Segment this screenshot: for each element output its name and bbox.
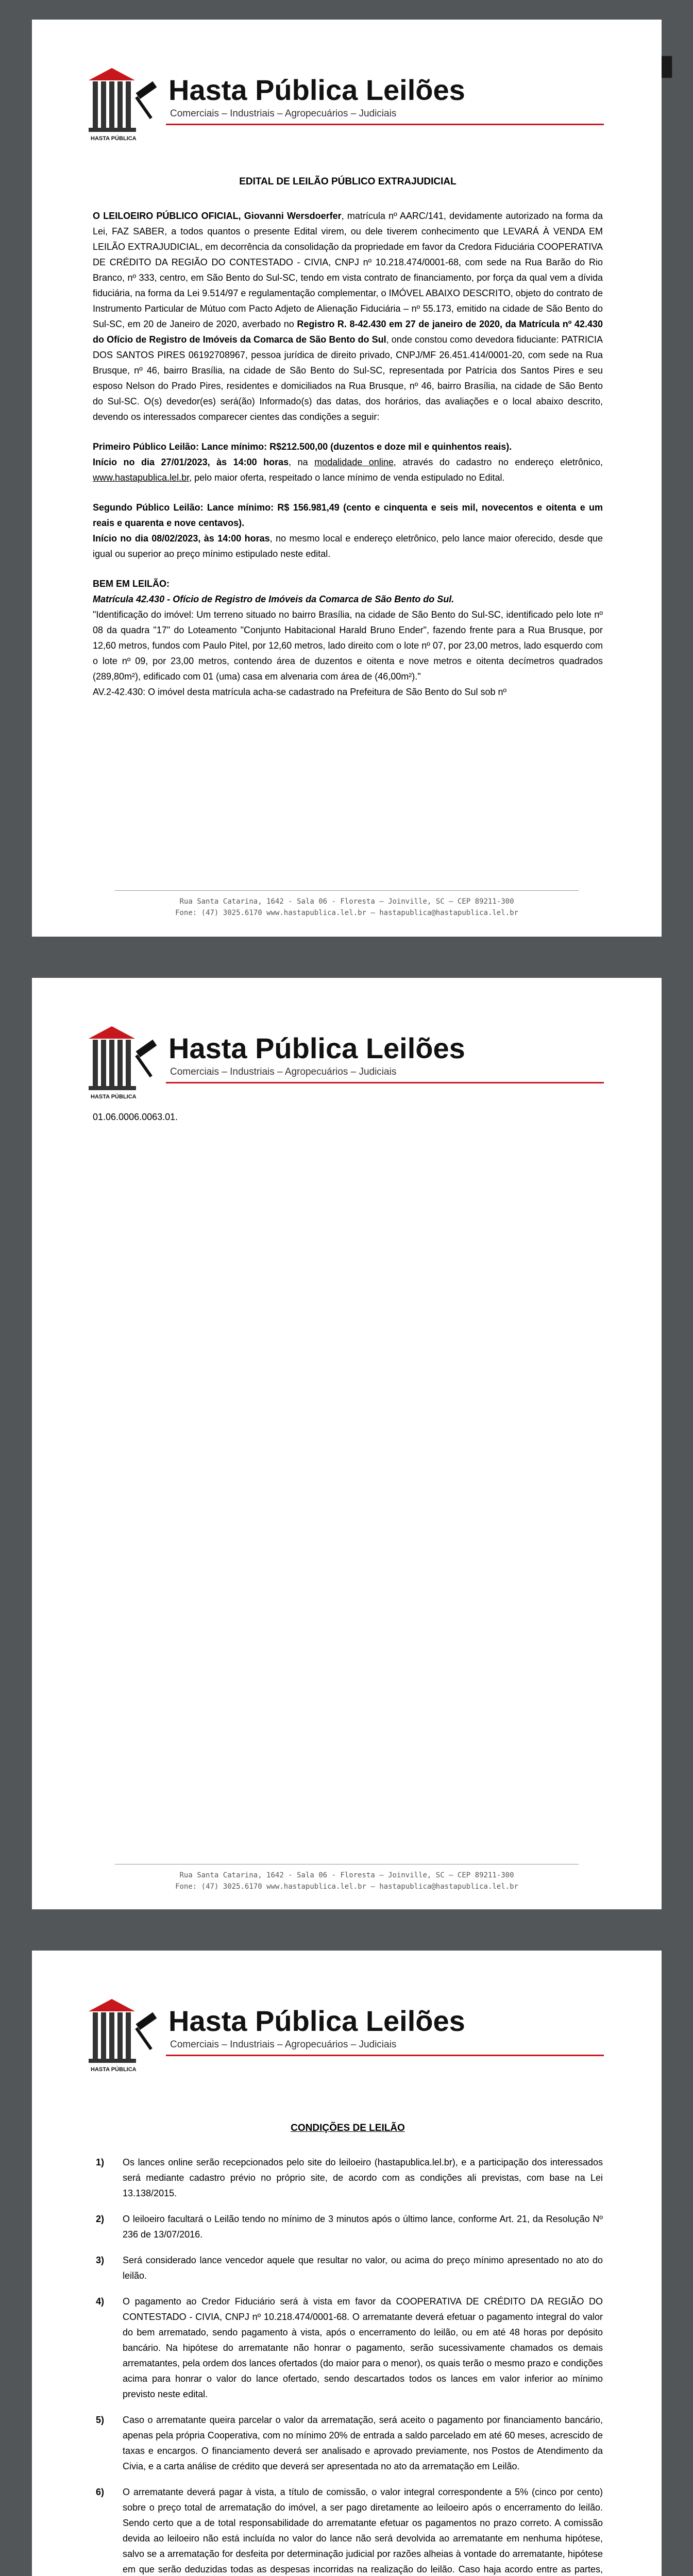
modality-link[interactable]: modalidade online	[314, 457, 394, 467]
brand-name: Hasta Pública Leilões	[168, 2005, 465, 2037]
edital-body-continued	[93, 1109, 603, 1125]
brand-tagline: Comerciais – Industriais – Agropecuários – Judiciais	[170, 1066, 397, 1077]
letterhead	[89, 1024, 604, 1101]
letterhead	[89, 1997, 604, 2074]
hasta-publica-logo	[89, 66, 160, 143]
clause-item: 2) O leiloeiro facultará o Leilão tendo no mínimo de 3 minutos após o último lance, conforme Art. 21, da Resolução Nº 236 de 13/07/2016.	[96, 2214, 603, 2240]
brand-tagline: Comerciais – Industriais – Agropecuários – Judiciais	[170, 2039, 397, 2050]
letterhead	[89, 66, 604, 143]
hasta-publica-logo	[89, 1024, 160, 1101]
hasta-publica-logo	[89, 1997, 160, 2074]
document-page-3	[32, 1951, 662, 2576]
clause-item: 5) Caso o arrematante queira parcelar o valor da arrematação, será aceito o pagamento por financiamento bancário, apenas pela própria Cooperativa, com no mínimo 20% de entrada a saldo parcelado em até 60 meses, acrescido de taxas e encargos. O financiamento deverá ser analisado e aprovado previamente, nos Postos de Atendimento da Civia, e a carta análise de crédito que deverá ser apresentada no ato da arrematação em Leilão.	[96, 2415, 603, 2471]
registry-number: 01.06.0006.0063.01.	[93, 1112, 178, 1122]
conditions-body	[93, 2121, 603, 2576]
edital-title: EDITAL DE LEILÃO PÚBLICO EXTRAJUDICIAL	[239, 176, 457, 187]
intro-paragraph: O LEILOEIRO PÚBLICO OFICIAL, Giovanni Wersdoerfer, matrícula nº AARC/141, devidamente autorizado na forma da Lei, FAZ SABER, a todos quantos o presente Edital virem, ou dele tiverem conhecimento que LEVARÁ À VENDA EM LEILÃO EXTRAJUDICIAL, em decorrência da consolidação da propriedade em favor da Credora Fiduciária COOPERATIVA DE CRÉDITO DA REGIÃO DO CONTESTADO - CIVIA, CNPJ nº 10.218.474/0001-68, com sede na Rua Barão do Rio Branco, nº 333, centro, em São Bento do Sul-SC, tendo em vista contrato de financiamento, por força da qual vem a dívida fiduciária, na forma da Lei 9.514/97 e regulamentação complementar, o IMÓVEL ABAIXO DESCRITO, objeto do contrato de Instrumento Particular de Mútuo com Pacto Adjeto de Alienação Fiduciária – nº 55.173, emitido na cidade de São Bento do Sul-SC, em 20 de Janeiro de 2020, averbado no Registro R. 8-42.430 em 27 de janeiro de 2020, da Matrícula nº 42.430 do Ofício de Registro de Imóveis da Comarca de São Bento do Sul, onde constou como devedora fiduciante: PATRICIA DOS SANTOS PIRES 06192708967, pessoa jurídica de direito privado, CNPJ/MF 26.451.414/0001-20, com sede na Rua Brusque, nº 46, bairro Brasília, na cidade de São Bento do Sul-SC, representada por Patrícia dos Santos Pires e seu esposo Nelson do Prado Pires, residentes e domiciliados na Rua Brusque, nº 46, bairro Brasília, na cidade de São Bento do Sul-SC. O(s) devedor(es) será(ão) Informado(s) das datas, dos horários, das avaliações e o local abaixo descrito, devendo os interessados comparecer cientes das condições a seguir:	[93, 211, 603, 422]
brand-tagline: Comerciais – Industriais – Agropecuários – Judiciais	[170, 108, 397, 119]
red-divider	[166, 1082, 604, 1083]
svg-text:HASTA PÚBLICA: HASTA PÚBLICA	[91, 135, 137, 142]
edital-body	[93, 174, 603, 700]
brand-name: Hasta Pública Leilões	[168, 74, 465, 106]
clause-item: 4) O pagamento ao Credor Fiduciário será à vista em favor da COOPERATIVA DE CRÉDITO DA REGIÃO DO CONTESTADO - CIVIA, CNPJ nº 10.218.474/0001-68. O arrematante deverá efetuar o pagamento integral do valor do bem arrematado, sendo pagamento à vista, após o encerramento do leilão, ou em até 48 horas por depósito bancário. Na hipótese do arrematante não honrar o pagamento, serão sucessivamente chamados os demais arrematantes, pela ordem dos lances ofertados (do maior para o menor), os quais terão o mesmo prazo e condições acima para honrar o valor do lance ofertado, sendo descartados todos os lances em valor inferior ao mínimo previsto neste edital.	[96, 2296, 603, 2399]
page-footer: Rua Santa Catarina, 1642 - Sala 06 - Floresta – Joinville, SC – CEP 89211-300 Fone: (47) 3025.6170 www.hastapublica.lel.br – hastapublica@hastapublica.lel.br	[32, 1864, 662, 1892]
first-auction-paragraph: Primeiro Público Leilão: Lance mínimo: R$212.500,00 (duzentos e doze mil e quinhentos reais). Início no dia 27/01/2023, às 14:00 horas, na modalidade online, através do cadastro no endereço eletrônico, www.hastapublica.lel.br, pelo maior oferta, respeitado o lance mínimo de venda estipulado no Edital.	[93, 442, 603, 483]
second-auction-paragraph: Segundo Público Leilão: Lance mínimo: R$ 156.981,49 (cento e cinquenta e seis mil, novecentos e oitenta e um reais e quarenta e nove centavos). Início no dia 08/02/2023, às 14:00 horas, no mesmo local e endereço eletrônico, pelo lance maior oferecido, desde que igual ou superior ao preço mínimo estipulado neste edital.	[93, 502, 603, 559]
document-page-2	[32, 978, 662, 1909]
red-divider	[166, 124, 604, 125]
svg-text:HASTA PÚBLICA: HASTA PÚBLICA	[91, 1094, 137, 1100]
svg-text:HASTA PÚBLICA: HASTA PÚBLICA	[91, 2066, 137, 2073]
conditions-list	[93, 2155, 603, 2576]
lot-section: BEM EM LEILÃO: Matrícula 42.430 - Ofício de Registro de Imóveis da Comarca de São Bento do Sul. "Identificação do imóvel: Um terreno situado no bairro Brasília, na cidade de São Bento do Sul-SC, identificado pelo lote nº 08 da quadra "17" do Loteamento "Conjunto Habitacional Harald Bruno Ender", fazendo frente para a Rua Brusque, por 12,60 metros, fundos com Paulo Pitel, por 12,60 metros, lado direito com o lote nº 07, por 23,00 metros, lado esquerdo com o lote nº 09, por 23,00 metros, contendo área de duzentos e oitenta e nove metros e oitenta decímetros quadrados (289,80m²), edificado com 01 (uma) casa em alvenaria com área de (46,00m²)." AV.2-42.430: O imóvel desta matrícula acha-se cadastrado na Prefeitura de São Bento do Sul sob nº	[93, 579, 603, 697]
clause-item: 3) Será considerado lance vencedor aquele que resultar no valor, ou acima do preço mínimo apresentado no ato do leilão.	[96, 2255, 603, 2281]
page-footer: Rua Santa Catarina, 1642 - Sala 06 - Floresta – Joinville, SC – CEP 89211-300 Fone: (47) 3025.6170 www.hastapublica.lel.br – hastapublica@hastapublica.lel.br	[32, 890, 662, 919]
brand-name: Hasta Pública Leilões	[168, 1032, 465, 1064]
conditions-title: CONDIÇÕES DE LEILÃO	[291, 2123, 405, 2133]
site-link[interactable]: www.hastapublica.lel.br	[93, 472, 190, 483]
red-divider	[166, 2055, 604, 2056]
clause-item: 1) Os lances online serão recepcionados pelo site do leiloeiro (hastapublica.lel.br), e a participação dos interessados será mediante cadastro prévio no próprio site, de acordo com as condições ali previstas, com base na Lei 13.138/2015.	[96, 2157, 603, 2198]
clause-item: 6) O arrematante deverá pagar à vista, a título de comissão, o valor integral correspondente a 5% (cinco por cento) sobre o preço total de arrematação do imóvel, a ser pago diretamente ao leiloeiro após o encerramento do leilão. Sendo certo que a de total responsabilidade do arrematante efetuar os pagamentos no prazo correto. A comissão devida ao leiloeiro não está incluída no valor do lance não será devolvida ao arrematante em nenhuma hipótese, salvo se a arrematação for desfeita por determinação judicial por razões alheias à vontade do arrematante, hipótese em que serão deduzidas todas as despesas incorridas na realização do leilão. Caso haja acordo entre as partes,	[96, 2487, 603, 2574]
document-page-1	[32, 20, 662, 937]
